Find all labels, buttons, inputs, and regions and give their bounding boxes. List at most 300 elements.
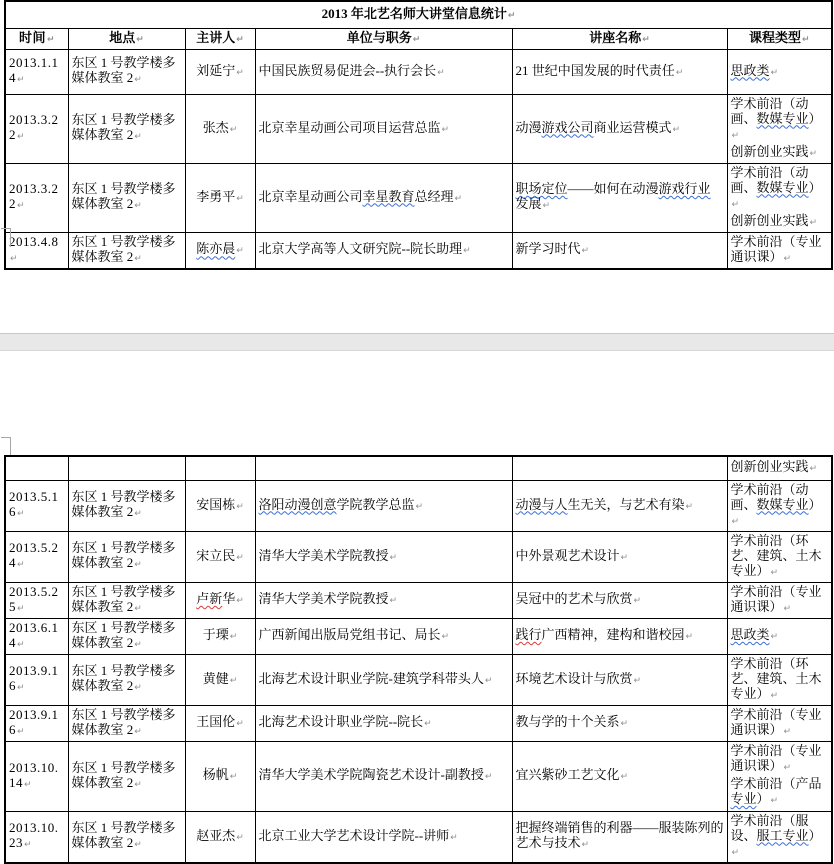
lecture-stats-table-page2 — [4, 455, 833, 864]
paragraph — [189, 63, 252, 81]
cell-topic[interactable] — [512, 582, 727, 618]
cell-course[interactable] — [727, 531, 832, 582]
cell-org[interactable] — [255, 232, 512, 269]
cell-place[interactable] — [68, 531, 185, 582]
paragraph-mark-icon: ↵ — [134, 726, 142, 737]
header-date — [5, 28, 68, 49]
cell-date[interactable] — [5, 480, 68, 531]
cell-topic[interactable] — [512, 618, 727, 654]
text-run: 21 世纪中国发展的时代责任 — [515, 62, 675, 78]
paragraph-mark-icon: ↵ — [136, 34, 144, 45]
text-run: 学术前沿（动画、 — [730, 95, 809, 126]
text-run: 创新创业实践 — [730, 212, 809, 228]
cell-course[interactable] — [727, 654, 832, 705]
paragraph-mark-icon: ↵ — [484, 772, 493, 782]
cell-course[interactable] — [727, 618, 832, 654]
paragraph-mark-icon: ↵ — [229, 124, 238, 135]
paragraph — [731, 743, 829, 776]
cell-org[interactable] — [255, 94, 512, 163]
paragraph — [731, 656, 829, 704]
paragraph-mark-icon: ↵ — [770, 67, 779, 78]
spellcheck-blue-squiggle-text: 思政类 — [730, 62, 770, 78]
cell-course[interactable] — [727, 811, 832, 863]
paragraph — [731, 213, 829, 231]
cell-place[interactable] — [68, 49, 185, 94]
paragraph — [731, 482, 829, 530]
table-row — [5, 582, 832, 618]
paragraph — [259, 63, 509, 81]
text-run: ） — [756, 791, 770, 806]
paragraph — [189, 497, 252, 515]
paragraph — [731, 144, 829, 162]
paragraph — [72, 489, 182, 522]
paragraph — [516, 241, 724, 259]
text-run: 地点 — [109, 29, 136, 45]
paragraph — [9, 584, 65, 617]
paragraph-mark-icon: ↵ — [134, 253, 142, 264]
paragraph — [189, 828, 252, 846]
paragraph-mark-icon: ↵ — [783, 603, 792, 614]
cell-topic[interactable] — [512, 480, 727, 531]
text-run: 东区 1 号教学楼多媒体教室 2 — [71, 540, 176, 570]
paragraph-mark-icon: ↵ — [134, 779, 142, 790]
paragraph — [72, 55, 182, 88]
cell-course[interactable] — [727, 232, 832, 269]
cell-date[interactable] — [5, 456, 68, 480]
paragraph-mark-icon: ↵ — [46, 34, 55, 45]
paragraph-mark-icon: ↵ — [236, 501, 244, 512]
text-run: 吴冠中的艺术与欣赏 — [515, 591, 633, 606]
cell-org[interactable] — [255, 49, 512, 94]
table-row — [5, 163, 832, 232]
cell-place[interactable] — [68, 232, 185, 269]
paragraph — [9, 6, 828, 24]
paragraph-mark-icon: ↵ — [770, 796, 779, 806]
spellcheck-red-squiggle-text: 践行 — [515, 627, 542, 642]
paragraph-mark-icon: ↵ — [581, 246, 590, 257]
text-run: 清华大学美术学院教授 — [258, 547, 389, 563]
cell-org[interactable] — [255, 456, 512, 480]
cell-topic[interactable] — [512, 49, 727, 94]
cell-course[interactable] — [727, 582, 832, 618]
cell-place[interactable] — [68, 456, 185, 480]
text-run: 2013.5.24 — [9, 540, 59, 570]
paragraph-mark-icon: ↵ — [783, 253, 792, 264]
text-run: 新学习时代 — [515, 241, 581, 257]
paragraph — [516, 120, 724, 138]
paragraph-mark-icon: ↵ — [229, 772, 238, 782]
paragraph — [9, 620, 65, 653]
paragraph-mark-icon: ↵ — [17, 132, 25, 142]
paragraph — [516, 714, 724, 732]
text-run: 2013.3.22 — [9, 181, 59, 211]
paragraph — [189, 671, 252, 689]
paragraph — [72, 540, 182, 573]
cell-date[interactable] — [5, 232, 68, 269]
text-run: 宋立民 — [196, 547, 236, 563]
cell-org[interactable] — [255, 582, 512, 618]
text-run: 东区 1 号教学楼多媒体教室 2 — [71, 820, 176, 850]
cell-course[interactable] — [727, 741, 832, 811]
cell-date[interactable] — [5, 163, 68, 232]
text-run: 2013.10.23 — [9, 820, 59, 850]
cell-speaker[interactable] — [185, 654, 255, 705]
cell-org[interactable] — [255, 618, 512, 654]
paragraph-mark-icon: ↵ — [802, 34, 810, 45]
cell-topic[interactable] — [512, 232, 727, 269]
text-run: 时间 — [18, 29, 46, 45]
paragraph-mark-icon: ↵ — [415, 501, 424, 512]
cell-topic[interactable] — [512, 741, 727, 811]
text-run: 2013 年北艺名师大讲堂信息统计 — [321, 5, 507, 21]
paragraph — [516, 181, 724, 214]
cell-speaker[interactable] — [185, 49, 255, 94]
text-run: 主讲人 — [196, 29, 236, 45]
text-run: 生无关，与艺术有染 — [567, 496, 685, 512]
text-run: 东区 1 号教学楼多媒体教室 2 — [71, 181, 176, 211]
paragraph-mark-icon: ↵ — [672, 124, 681, 135]
spellcheck-blue-squiggle-text: 思政类 — [730, 627, 770, 642]
cell-course[interactable] — [727, 49, 832, 94]
text-run: 学术前沿（动画、 — [730, 481, 809, 512]
paragraph-mark-icon: ↵ — [770, 632, 779, 642]
paragraph — [731, 459, 829, 477]
paragraph — [9, 489, 65, 522]
spellcheck-blue-squiggle-text: 数媒专业 — [756, 179, 809, 195]
paragraph-mark-icon: ↵ — [134, 603, 142, 614]
paragraph-mark-icon: ↵ — [633, 596, 642, 606]
paragraph-mark-icon: ↵ — [675, 67, 684, 78]
paragraph-mark-icon: ↵ — [236, 596, 244, 606]
cell-date[interactable] — [5, 705, 68, 741]
text-run: 北京工业大学艺术设计学院--讲师 — [258, 827, 450, 843]
cell-topic[interactable] — [512, 705, 727, 741]
text-run: 商业运营模式 — [593, 119, 672, 135]
table2-body — [5, 456, 832, 863]
paragraph-mark-icon: ↵ — [633, 675, 642, 686]
paragraph-mark-icon: ↵ — [17, 560, 25, 570]
paragraph — [72, 181, 182, 214]
cell-date[interactable] — [5, 49, 68, 94]
text-run: 东区 1 号教学楼多媒体教室 2 — [71, 759, 176, 790]
paragraph — [72, 620, 182, 653]
paragraph — [259, 767, 509, 785]
text-run: 中外景观艺术设计 — [515, 547, 620, 563]
cell-topic[interactable] — [512, 163, 727, 232]
paragraph — [731, 776, 829, 809]
text-run: 北海艺术设计职业学院-建筑学科带头人 — [258, 670, 484, 686]
paragraph — [259, 714, 509, 732]
text-run: 东区 1 号教学楼多媒体教室 2 — [71, 55, 176, 85]
paragraph — [9, 663, 65, 696]
text-run: 广西精神，建构和谐校园 — [541, 627, 685, 642]
cell-place[interactable] — [68, 705, 185, 741]
text-run: 2013.3.22 — [9, 112, 59, 142]
cell-place[interactable] — [68, 582, 185, 618]
spellcheck-blue-squiggle-text: 数媒专业 — [756, 110, 809, 126]
paragraph — [72, 584, 182, 617]
paragraph-mark-icon: ↵ — [783, 726, 792, 737]
paragraph-mark-icon: ↵ — [236, 193, 244, 204]
paragraph-mark-icon: ↵ — [134, 509, 142, 519]
cell-org[interactable] — [255, 654, 512, 705]
paragraph-mark-icon: ↵ — [424, 719, 432, 729]
cell-course[interactable] — [727, 456, 832, 480]
text-run: ） — [808, 110, 822, 126]
paragraph-mark-icon: ↵ — [134, 75, 142, 85]
table-row — [5, 618, 832, 654]
paragraph — [516, 591, 724, 609]
page-1 — [0, 0, 834, 333]
paragraph — [189, 627, 252, 645]
text-run: ） — [808, 827, 822, 843]
paragraph — [9, 30, 65, 48]
paragraph-mark-icon: ↵ — [581, 840, 590, 850]
text-run: 教与学的十个关系 — [515, 714, 620, 729]
cell-speaker[interactable] — [185, 232, 255, 269]
paragraph — [189, 30, 252, 48]
paragraph-mark-icon: ↵ — [731, 516, 740, 527]
paragraph-mark-icon: ↵ — [134, 201, 142, 211]
text-run: 清华大学美术学院陶瓷艺术设计-副教授 — [258, 767, 484, 782]
paragraph — [516, 497, 724, 515]
cell-date[interactable] — [5, 94, 68, 163]
text-run: 学术前沿（服设、 — [730, 812, 809, 843]
cell-speaker[interactable] — [185, 531, 255, 582]
cell-course[interactable] — [727, 480, 832, 531]
table-row — [5, 531, 832, 582]
text-run: ——如何在动漫 — [567, 181, 659, 196]
table-row — [5, 49, 832, 94]
cell-speaker[interactable] — [185, 582, 255, 618]
paragraph — [72, 234, 182, 267]
paragraph-mark-icon: ↵ — [17, 683, 25, 693]
paragraph — [516, 820, 724, 853]
cell-course[interactable] — [727, 94, 832, 163]
paragraph-mark-icon: ↵ — [783, 763, 792, 773]
paragraph — [259, 497, 509, 515]
paragraph — [731, 627, 829, 645]
paragraph — [731, 234, 829, 267]
paragraph-mark-icon: ↵ — [24, 840, 32, 850]
cell-speaker[interactable] — [185, 741, 255, 811]
cell-place[interactable] — [68, 811, 185, 863]
cell-place[interactable] — [68, 618, 185, 654]
text-boundary-corner-icon — [1, 437, 11, 456]
text-run: 创新创业实践 — [730, 143, 809, 159]
paragraph — [731, 96, 829, 144]
paragraph — [189, 548, 252, 566]
table-row — [5, 811, 832, 863]
text-run: 把握终端销售的利器——服装陈列的艺术与技术 — [515, 820, 724, 850]
paragraph — [9, 55, 65, 88]
text-run: 东区 1 号教学楼多媒体教室 2 — [71, 706, 176, 737]
paragraph — [189, 591, 252, 609]
text-run: 学术前沿（专业通识课） — [730, 233, 822, 264]
cell-org[interactable] — [255, 163, 512, 232]
text-run: 课程类型 — [749, 29, 802, 45]
paragraph — [72, 112, 182, 145]
page-break-gap — [0, 333, 834, 351]
spellcheck-blue-squiggle-text: 职场定位 — [515, 181, 568, 196]
text-run: 学术前沿（动画、 — [730, 164, 809, 195]
header-place — [68, 28, 185, 49]
paragraph — [72, 30, 182, 48]
cell-topic[interactable] — [512, 811, 727, 863]
paragraph-mark-icon: ↵ — [17, 201, 25, 211]
cell-place[interactable] — [68, 480, 185, 531]
paragraph-mark-icon: ↵ — [134, 840, 142, 850]
cell-topic[interactable] — [512, 531, 727, 582]
paragraph — [189, 714, 252, 732]
cell-speaker[interactable] — [185, 163, 255, 232]
spellcheck-red-squiggle-text: 卢新 — [196, 591, 223, 606]
header-row — [5, 28, 832, 49]
paragraph-mark-icon: ↵ — [507, 10, 516, 21]
text-run: 讲座名称 — [589, 29, 642, 45]
table-row — [5, 456, 832, 480]
paragraph-mark-icon: ↵ — [731, 199, 740, 210]
cell-org[interactable] — [255, 811, 512, 863]
paragraph-mark-icon: ↵ — [454, 193, 463, 204]
text-run: 中国民族贸易促进会--执行会长 — [258, 62, 437, 78]
text-run: 2013.5.16 — [9, 489, 59, 519]
cell-place[interactable] — [68, 163, 185, 232]
paragraph — [516, 767, 724, 785]
cell-speaker[interactable] — [185, 811, 255, 863]
header-topic — [512, 28, 727, 49]
cell-place[interactable] — [68, 741, 185, 811]
paragraph-mark-icon: ↵ — [134, 683, 142, 693]
paragraph — [9, 707, 65, 740]
text-run: 2013.10.14 — [9, 759, 59, 790]
text-run: 宜兴紫砂工艺文化 — [515, 767, 620, 782]
cell-date[interactable] — [5, 531, 68, 582]
cell-speaker[interactable] — [185, 705, 255, 741]
paragraph-mark-icon: ↵ — [484, 675, 493, 686]
cell-org[interactable] — [255, 480, 512, 531]
paragraph-mark-icon: ↵ — [441, 124, 450, 135]
paragraph — [731, 63, 829, 81]
spellcheck-blue-squiggle-text: 游戏公司 — [541, 119, 594, 135]
lecture-stats-table-page1 — [4, 0, 833, 270]
paragraph — [72, 663, 182, 696]
paragraph-mark-icon: ↵ — [770, 567, 779, 578]
paragraph-mark-icon: ↵ — [642, 34, 650, 45]
text-run: 学术前沿（专业通识课） — [730, 583, 822, 614]
cell-date[interactable] — [5, 618, 68, 654]
cell-speaker[interactable] — [185, 480, 255, 531]
paragraph-mark-icon: ↵ — [685, 501, 694, 512]
text-run: 杨帆 — [202, 767, 229, 782]
cell-date[interactable] — [5, 811, 68, 863]
paragraph — [9, 760, 65, 793]
paragraph-mark-icon: ↵ — [731, 130, 740, 141]
cell-place[interactable] — [68, 654, 185, 705]
cell-place[interactable] — [68, 94, 185, 163]
paragraph-mark-icon: ↵ — [389, 596, 398, 606]
cell-topic[interactable] — [512, 654, 727, 705]
paragraph-mark-icon: ↵ — [17, 603, 25, 614]
paragraph — [259, 627, 509, 645]
table-row — [5, 741, 832, 811]
cell-course[interactable] — [727, 705, 832, 741]
paragraph — [731, 165, 829, 213]
cell-speaker[interactable] — [185, 456, 255, 480]
paragraph-mark-icon: ↵ — [809, 217, 818, 228]
text-run: 总经理 — [414, 188, 454, 204]
cell-org[interactable] — [255, 741, 512, 811]
paragraph-mark-icon: ↵ — [542, 201, 551, 211]
spellcheck-blue-squiggle-text: 洛阳动漫创意 — [258, 496, 337, 512]
cell-speaker[interactable] — [185, 618, 255, 654]
paragraph — [516, 30, 724, 48]
text-run: 东区 1 号教学楼多媒体教室 2 — [71, 583, 176, 614]
text-run: 2013.6.14 — [9, 619, 59, 650]
cell-speaker[interactable] — [185, 94, 255, 163]
text-run: 赵亚杰 — [196, 827, 236, 843]
text-run: 2013.5.25 — [9, 583, 59, 614]
paragraph-mark-icon: ↵ — [236, 34, 244, 45]
paragraph — [259, 120, 509, 138]
text-run: 2013.9.16 — [9, 706, 59, 737]
paragraph — [259, 591, 509, 609]
cell-date[interactable] — [5, 582, 68, 618]
text-run: 发展 — [515, 196, 542, 211]
cell-org[interactable] — [255, 705, 512, 741]
text-run: 黄健 — [202, 670, 229, 686]
paragraph — [72, 707, 182, 740]
text-run: 东区 1 号教学楼多媒体教室 2 — [71, 233, 176, 264]
table-row — [5, 232, 832, 269]
text-run: 北海艺术设计职业学院--院长 — [258, 714, 424, 729]
paragraph — [731, 533, 829, 581]
paragraph-mark-icon: ↵ — [437, 67, 445, 78]
cell-topic[interactable] — [512, 456, 727, 480]
text-run: 学术前沿（专业通识课） — [730, 706, 822, 737]
cell-date[interactable] — [5, 654, 68, 705]
paragraph — [259, 30, 509, 48]
cell-topic[interactable] — [512, 94, 727, 163]
text-run: 学术前沿（专业通识课） — [730, 743, 822, 773]
table-row — [5, 480, 832, 531]
paragraph — [731, 813, 829, 861]
cell-org[interactable] — [255, 531, 512, 582]
paragraph — [731, 30, 829, 48]
text-run: 2013.4.8 — [9, 233, 59, 249]
cell-date[interactable] — [5, 741, 68, 811]
paragraph-mark-icon: ↵ — [229, 675, 238, 686]
paragraph — [72, 760, 182, 793]
spellcheck-blue-squiggle-text: 服工专业 — [756, 827, 809, 843]
paragraph — [9, 540, 65, 573]
text-run: 张杰 — [202, 119, 229, 135]
paragraph — [9, 112, 65, 145]
text-run: 东区 1 号教学楼多媒体教室 2 — [71, 489, 176, 519]
cell-course[interactable] — [727, 163, 832, 232]
table-title-row — [5, 1, 832, 28]
paragraph — [731, 707, 829, 740]
paragraph — [259, 671, 509, 689]
text-run: 东区 1 号教学楼多媒体教室 2 — [71, 619, 176, 650]
paragraph-mark-icon: ↵ — [731, 847, 740, 858]
text-run: 清华大学美术学院教授 — [258, 591, 389, 606]
text-run: 华 — [222, 591, 236, 606]
text-run: 北京大学高等人文研究院--院长助理 — [258, 241, 463, 257]
text-run: 于瑮 — [202, 627, 229, 642]
table-row — [5, 94, 832, 163]
spellcheck-blue-squiggle-text: 专业 — [730, 791, 757, 806]
